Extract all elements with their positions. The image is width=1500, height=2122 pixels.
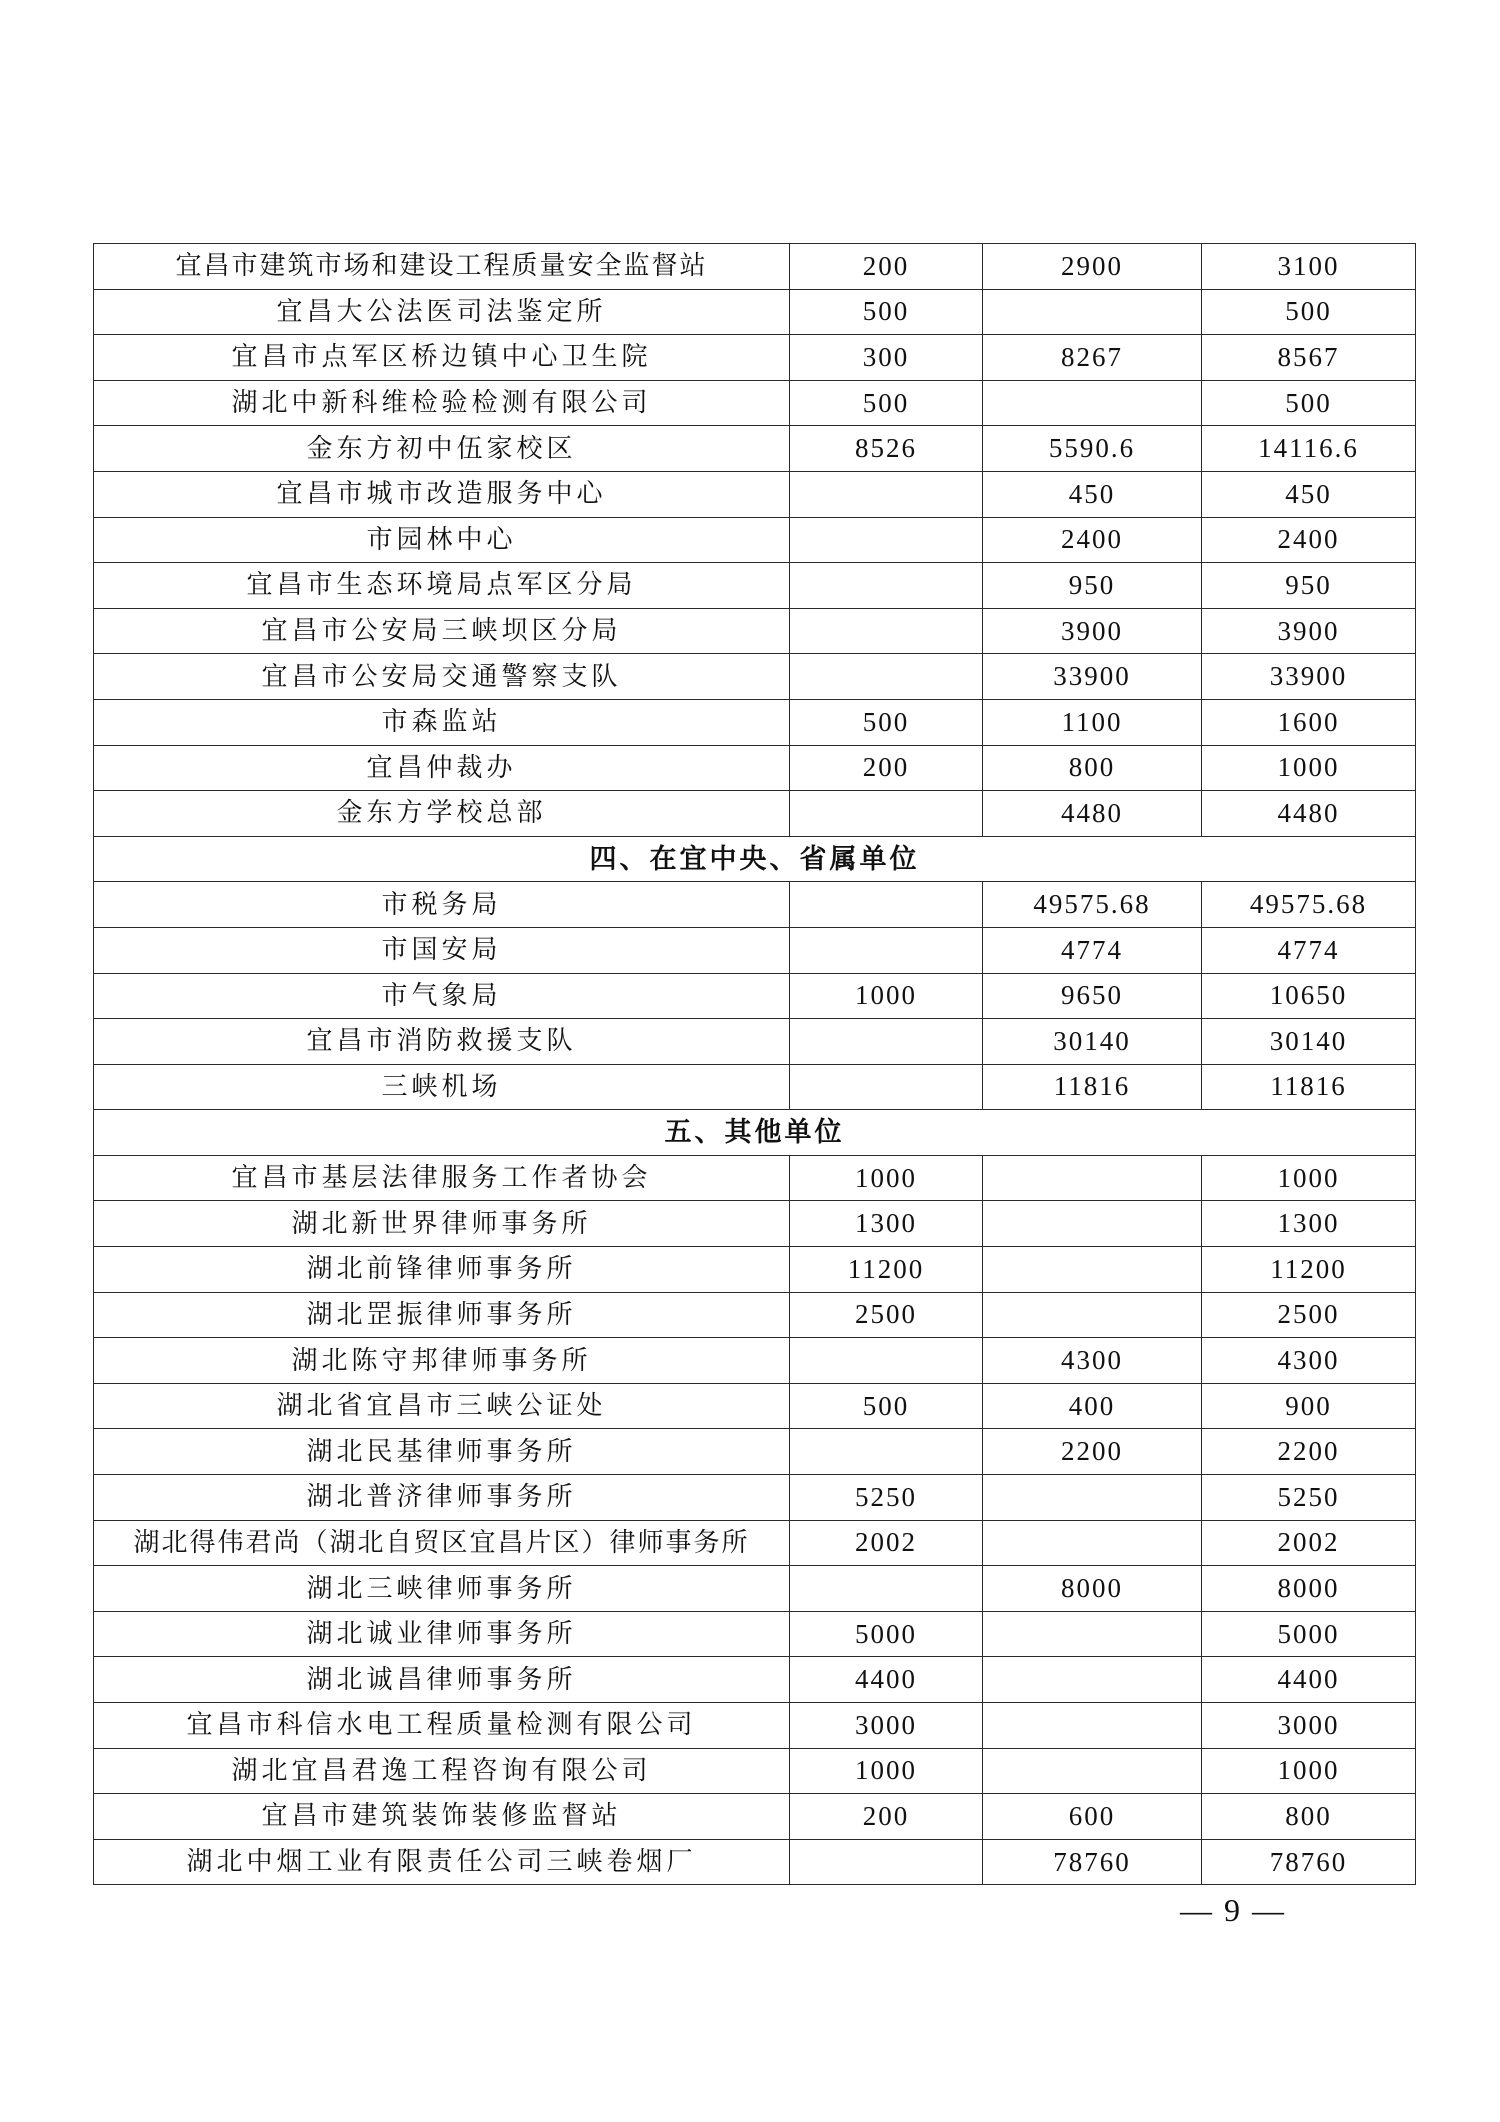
amount-b-cell: 3900 (983, 608, 1202, 654)
total-cell: 11816 (1202, 1064, 1416, 1110)
table-row (94, 699, 1416, 745)
section-header-row (94, 836, 1416, 882)
amount-b-cell: 4300 (983, 1338, 1202, 1384)
unit-name-cell: 湖北三峡律师事务所 (94, 1566, 790, 1612)
amount-b-cell: 1100 (983, 699, 1202, 745)
amount-a-cell: 200 (790, 244, 983, 290)
total-cell: 1000 (1202, 745, 1416, 791)
amount-b-cell: 2200 (983, 1429, 1202, 1475)
unit-name-cell: 宜昌市生态环境局点军区分局 (94, 563, 790, 609)
amount-b-cell: 4774 (983, 927, 1202, 973)
amount-b-cell (983, 1292, 1202, 1338)
amount-b-cell: 30140 (983, 1019, 1202, 1065)
amount-a-cell (790, 791, 983, 837)
amount-a-cell (790, 1429, 983, 1475)
amount-a-cell (790, 608, 983, 654)
table-row (94, 882, 1416, 928)
amount-b-cell: 2900 (983, 244, 1202, 290)
unit-name-cell: 宜昌市建筑装饰装修监督站 (94, 1794, 790, 1840)
amount-a-cell: 200 (790, 1794, 983, 1840)
amount-a-cell (790, 1338, 983, 1384)
total-cell: 11200 (1202, 1247, 1416, 1293)
total-cell: 33900 (1202, 654, 1416, 700)
unit-name-cell: 湖北陈守邦律师事务所 (94, 1338, 790, 1384)
amount-a-cell: 11200 (790, 1247, 983, 1293)
amount-a-cell: 2002 (790, 1520, 983, 1566)
total-cell: 30140 (1202, 1019, 1416, 1065)
amount-a-cell: 500 (790, 289, 983, 335)
total-cell: 800 (1202, 1794, 1416, 1840)
unit-name-cell: 市气象局 (94, 973, 790, 1019)
table-row (94, 563, 1416, 609)
unit-name-cell: 湖北中烟工业有限责任公司三峡卷烟厂 (94, 1839, 790, 1885)
table-row (94, 791, 1416, 837)
table-row (94, 244, 1416, 290)
amount-a-cell: 300 (790, 335, 983, 381)
amount-a-cell: 1000 (790, 1748, 983, 1794)
unit-name-cell: 金东方学校总部 (94, 791, 790, 837)
unit-name-cell: 湖北诚昌律师事务所 (94, 1657, 790, 1703)
total-cell: 49575.68 (1202, 882, 1416, 928)
amount-b-cell: 8267 (983, 335, 1202, 381)
section-title: 四、在宜中央、省属单位 (94, 836, 1416, 882)
amount-a-cell (790, 1019, 983, 1065)
unit-name-cell: 湖北得伟君尚（湖北自贸区宜昌片区）律师事务所 (94, 1520, 790, 1566)
unit-name-cell: 湖北诚业律师事务所 (94, 1611, 790, 1657)
amount-b-cell: 33900 (983, 654, 1202, 700)
amount-b-cell: 11816 (983, 1064, 1202, 1110)
amount-a-cell (790, 1064, 983, 1110)
total-cell: 500 (1202, 380, 1416, 426)
table-row (94, 471, 1416, 517)
table-row (94, 745, 1416, 791)
amount-a-cell: 500 (790, 1383, 983, 1429)
unit-name-cell: 湖北普济律师事务所 (94, 1475, 790, 1521)
total-cell: 8567 (1202, 335, 1416, 381)
amount-a-cell: 1000 (790, 1155, 983, 1201)
amount-a-cell: 5250 (790, 1475, 983, 1521)
amount-a-cell: 1300 (790, 1201, 983, 1247)
amount-a-cell: 2500 (790, 1292, 983, 1338)
amount-b-cell (983, 380, 1202, 426)
unit-name-cell: 湖北前锋律师事务所 (94, 1247, 790, 1293)
table-row (94, 1657, 1416, 1703)
total-cell: 2500 (1202, 1292, 1416, 1338)
unit-name-cell: 市园林中心 (94, 517, 790, 563)
unit-name-cell: 湖北新世界律师事务所 (94, 1201, 790, 1247)
total-cell: 4774 (1202, 927, 1416, 973)
table-row (94, 1201, 1416, 1247)
total-cell: 450 (1202, 471, 1416, 517)
unit-name-cell: 湖北中新科维检验检测有限公司 (94, 380, 790, 426)
total-cell: 500 (1202, 289, 1416, 335)
total-cell: 10650 (1202, 973, 1416, 1019)
table-row (94, 1429, 1416, 1475)
total-cell: 4480 (1202, 791, 1416, 837)
table-row (94, 1566, 1416, 1612)
amount-b-cell (983, 1748, 1202, 1794)
amount-b-cell: 5590.6 (983, 426, 1202, 472)
unit-name-cell: 宜昌大公法医司法鉴定所 (94, 289, 790, 335)
unit-name-cell: 市森监站 (94, 699, 790, 745)
table-row (94, 1520, 1416, 1566)
section-header-row (94, 1110, 1416, 1156)
table-row (94, 289, 1416, 335)
table-body (94, 244, 1416, 1885)
unit-name-cell: 三峡机场 (94, 1064, 790, 1110)
table-row (94, 1383, 1416, 1429)
total-cell: 5250 (1202, 1475, 1416, 1521)
unit-name-cell: 市税务局 (94, 882, 790, 928)
unit-name-cell: 宜昌市建筑市场和建设工程质量安全监督站 (94, 244, 790, 290)
unit-name-cell: 宜昌市点军区桥边镇中心卫生院 (94, 335, 790, 381)
total-cell: 1000 (1202, 1155, 1416, 1201)
amount-b-cell: 78760 (983, 1839, 1202, 1885)
amount-a-cell: 4400 (790, 1657, 983, 1703)
amount-b-cell: 450 (983, 471, 1202, 517)
amount-a-cell (790, 654, 983, 700)
table-row (94, 1703, 1416, 1749)
unit-name-cell: 湖北省宜昌市三峡公证处 (94, 1383, 790, 1429)
table-row (94, 1611, 1416, 1657)
total-cell: 1000 (1202, 1748, 1416, 1794)
amount-b-cell (983, 289, 1202, 335)
table-row (94, 654, 1416, 700)
total-cell: 3900 (1202, 608, 1416, 654)
total-cell: 1300 (1202, 1201, 1416, 1247)
amount-b-cell: 49575.68 (983, 882, 1202, 928)
unit-name-cell: 湖北民基律师事务所 (94, 1429, 790, 1475)
total-cell: 2400 (1202, 517, 1416, 563)
unit-name-cell: 宜昌市科信水电工程质量检测有限公司 (94, 1703, 790, 1749)
amount-a-cell (790, 1839, 983, 1885)
table-row (94, 1292, 1416, 1338)
amount-b-cell (983, 1155, 1202, 1201)
total-cell: 3000 (1202, 1703, 1416, 1749)
amount-b-cell: 2400 (983, 517, 1202, 563)
unit-name-cell: 宜昌仲裁办 (94, 745, 790, 791)
amount-a-cell: 5000 (790, 1611, 983, 1657)
amount-b-cell (983, 1703, 1202, 1749)
unit-name-cell: 宜昌市城市改造服务中心 (94, 471, 790, 517)
amount-a-cell (790, 471, 983, 517)
page-number: — 9 — (1180, 1892, 1286, 1928)
amount-b-cell: 600 (983, 1794, 1202, 1840)
unit-name-cell: 金东方初中伍家校区 (94, 426, 790, 472)
total-cell: 1600 (1202, 699, 1416, 745)
table-row (94, 1247, 1416, 1293)
data-table (93, 243, 1416, 1885)
section-title: 五、其他单位 (94, 1110, 1416, 1156)
total-cell: 3100 (1202, 244, 1416, 290)
amount-a-cell: 500 (790, 380, 983, 426)
amount-b-cell (983, 1201, 1202, 1247)
unit-name-cell: 市国安局 (94, 927, 790, 973)
amount-a-cell (790, 563, 983, 609)
unit-name-cell: 湖北宜昌君逸工程咨询有限公司 (94, 1748, 790, 1794)
amount-b-cell: 400 (983, 1383, 1202, 1429)
total-cell: 5000 (1202, 1611, 1416, 1657)
unit-name-cell: 宜昌市公安局交通警察支队 (94, 654, 790, 700)
table-row (94, 1475, 1416, 1521)
amount-b-cell (983, 1657, 1202, 1703)
amount-a-cell (790, 1566, 983, 1612)
table-row (94, 1338, 1416, 1384)
amount-b-cell (983, 1247, 1202, 1293)
unit-name-cell: 湖北罡振律师事务所 (94, 1292, 790, 1338)
total-cell: 8000 (1202, 1566, 1416, 1612)
table-row (94, 1839, 1416, 1885)
amount-b-cell (983, 1475, 1202, 1521)
total-cell: 78760 (1202, 1839, 1416, 1885)
total-cell: 4400 (1202, 1657, 1416, 1703)
total-cell: 14116.6 (1202, 426, 1416, 472)
amount-b-cell (983, 1611, 1202, 1657)
table-row (94, 1064, 1416, 1110)
table-row (94, 1019, 1416, 1065)
table-row (94, 335, 1416, 381)
table-row (94, 973, 1416, 1019)
total-cell: 2200 (1202, 1429, 1416, 1475)
table-row (94, 380, 1416, 426)
total-cell: 2002 (1202, 1520, 1416, 1566)
unit-name-cell: 宜昌市消防救援支队 (94, 1019, 790, 1065)
table-row (94, 1748, 1416, 1794)
table-row (94, 927, 1416, 973)
amount-a-cell (790, 927, 983, 973)
table-row (94, 608, 1416, 654)
amount-a-cell (790, 882, 983, 928)
total-cell: 950 (1202, 563, 1416, 609)
amount-b-cell (983, 1520, 1202, 1566)
amount-a-cell: 200 (790, 745, 983, 791)
amount-b-cell: 800 (983, 745, 1202, 791)
amount-a-cell (790, 517, 983, 563)
total-cell: 4300 (1202, 1338, 1416, 1384)
amount-b-cell: 4480 (983, 791, 1202, 837)
table-row (94, 426, 1416, 472)
table-row (94, 1155, 1416, 1201)
amount-b-cell: 8000 (983, 1566, 1202, 1612)
amount-a-cell: 3000 (790, 1703, 983, 1749)
unit-name-cell: 宜昌市基层法律服务工作者协会 (94, 1155, 790, 1201)
table-row (94, 1794, 1416, 1840)
table-row (94, 517, 1416, 563)
amount-b-cell: 950 (983, 563, 1202, 609)
amount-a-cell: 1000 (790, 973, 983, 1019)
unit-name-cell: 宜昌市公安局三峡坝区分局 (94, 608, 790, 654)
amount-a-cell: 8526 (790, 426, 983, 472)
amount-b-cell: 9650 (983, 973, 1202, 1019)
total-cell: 900 (1202, 1383, 1416, 1429)
amount-a-cell: 500 (790, 699, 983, 745)
